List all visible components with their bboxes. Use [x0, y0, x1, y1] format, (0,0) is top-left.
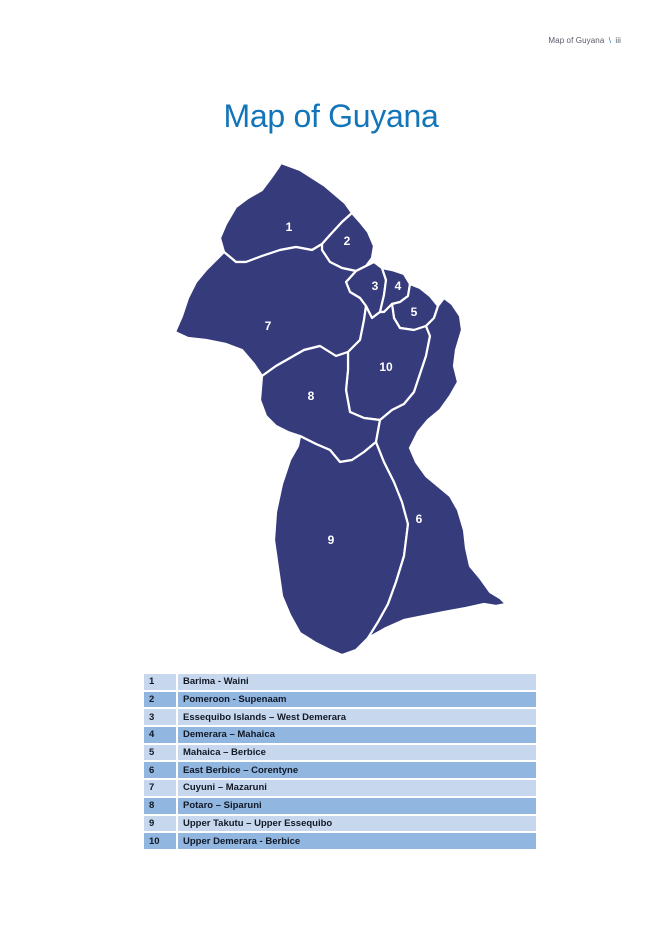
legend-row — [144, 780, 536, 796]
legend-row — [144, 762, 536, 778]
region-label-9: 9 — [327, 533, 335, 548]
legend-region-name: Upper Demerara - Berbice — [178, 833, 536, 849]
region-label-7: 7 — [264, 319, 272, 334]
legend-region-name: Potaro – Siparuni — [178, 798, 536, 814]
page-number: iii — [615, 36, 621, 45]
legend-row — [144, 798, 536, 814]
legend-region-name: Essequibo Islands – West Demerara — [178, 709, 536, 725]
legend-region-number: 10 — [144, 833, 178, 849]
legend-region-number: 7 — [144, 780, 178, 796]
legend-region-name: Mahaica – Berbice — [178, 745, 536, 761]
region-label-4: 4 — [394, 279, 402, 294]
legend-region-number: 2 — [144, 692, 178, 708]
legend-region-number: 1 — [144, 674, 178, 690]
region-label-10: 10 — [379, 360, 393, 375]
region-legend-table — [144, 672, 536, 851]
region-label-8: 8 — [307, 389, 315, 404]
region-label-3: 3 — [371, 279, 379, 294]
header-section: Map of Guyana — [548, 36, 605, 45]
legend-row — [144, 727, 536, 743]
legend-region-number: 3 — [144, 709, 178, 725]
region-label-5: 5 — [410, 305, 418, 320]
legend-region-name: Demerara – Mahaica — [178, 727, 536, 743]
region-label-6: 6 — [415, 512, 423, 527]
legend-row — [144, 709, 536, 725]
region-label-2: 2 — [343, 234, 351, 249]
legend-region-name: Cuyuni – Mazaruni — [178, 780, 536, 796]
legend-region-number: 4 — [144, 727, 178, 743]
legend-region-number: 6 — [144, 762, 178, 778]
legend-region-name: East Berbice – Corentyne — [178, 762, 536, 778]
legend-row — [144, 745, 536, 761]
legend-row — [144, 833, 536, 849]
region-label-1: 1 — [285, 220, 293, 235]
legend-region-name: Pomeroon - Supenaam — [178, 692, 536, 708]
legend-region-name: Upper Takutu – Upper Essequibo — [178, 816, 536, 832]
header-separator: \ — [608, 36, 612, 45]
legend-row — [144, 692, 536, 708]
legend-region-number: 8 — [144, 798, 178, 814]
page-title: Map of Guyana — [223, 98, 439, 134]
legend-row — [144, 816, 536, 832]
legend-row — [144, 674, 536, 690]
legend-region-name: Barima - Waini — [178, 674, 536, 690]
legend-region-number: 9 — [144, 816, 178, 832]
legend-region-number: 5 — [144, 745, 178, 761]
